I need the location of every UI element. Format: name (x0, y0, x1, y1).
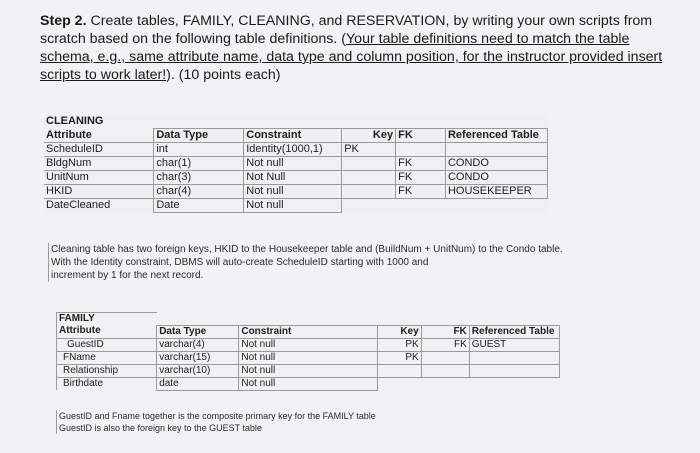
cell-constraint: Not null (239, 351, 377, 364)
cleaning-notes (48, 243, 661, 282)
cleaning-note-line: increment by 1 for the next record. (51, 270, 204, 281)
cell-referenced: GUEST (469, 338, 559, 351)
table-row (57, 377, 560, 390)
cell-attribute: HKID (44, 185, 154, 199)
cell-key (342, 185, 396, 199)
cleaning-note-line: With the Identity constraint, DBMS will auto-create ScheduleID starting with 1000 and (51, 257, 429, 268)
cell-fk (421, 364, 469, 377)
table-row (44, 199, 548, 213)
family-table (56, 312, 560, 391)
cell-referenced: HOUSEKEEPER (445, 185, 547, 199)
cell-key: PK (342, 143, 396, 157)
cell-datatype: char(4) (154, 185, 244, 199)
table-row (57, 351, 560, 364)
cell-key (342, 199, 396, 213)
cell-attribute: Birthdate (57, 377, 157, 390)
cell-constraint: Not null (244, 157, 342, 171)
instructions-paragraph (40, 12, 680, 84)
cell-constraint: Not null (239, 364, 377, 377)
cell-datatype: int (154, 143, 244, 157)
cleaning-title: CLEANING (46, 115, 104, 128)
cell-fk (396, 143, 446, 157)
cell-attribute: BldgNum (44, 157, 154, 171)
cell-attribute: FName (57, 351, 157, 364)
cell-datatype: varchar(10) (157, 364, 239, 377)
cell-key (342, 157, 396, 171)
cell-attribute: UnitNum (44, 171, 154, 185)
instructions-text: Create tables, FAMILY, CLEANING, and RESERVATION, by writing your own scripts from scratch based on the following table definitions. ( (40, 13, 653, 47)
cell-referenced: CONDO (445, 157, 547, 171)
cell-key: PK (377, 338, 421, 351)
cell-key (377, 364, 421, 377)
cleaning-header-constraint: Constraint (244, 129, 342, 143)
cell-fk: FK (396, 157, 446, 171)
cell-datatype: varchar(4) (157, 338, 239, 351)
cell-attribute: Relationship (57, 364, 157, 377)
cell-key (377, 377, 421, 390)
cell-fk (421, 351, 469, 364)
table-row (44, 143, 548, 157)
cell-referenced (469, 377, 559, 390)
cell-key: PK (377, 351, 421, 364)
family-header-fk: FK (421, 325, 469, 338)
cell-fk: FK (396, 185, 446, 199)
cell-constraint: Not null (244, 185, 342, 199)
cleaning-header-attribute: Attribute (46, 128, 92, 141)
family-header-attribute: Attribute (57, 325, 157, 338)
cell-referenced (469, 351, 559, 364)
cell-datatype: varchar(15) (157, 351, 239, 364)
step-label: Step 2. (40, 13, 87, 29)
cell-attribute: DateCleaned (44, 199, 154, 213)
cell-constraint: Not null (244, 199, 342, 213)
table-row (57, 338, 560, 351)
cleaning-header-key: Key (342, 129, 396, 143)
cell-attribute: GuestID (57, 338, 157, 351)
cell-fk: FK (396, 171, 446, 185)
family-title: FAMILY (57, 313, 157, 326)
cell-attribute: ScheduleID (44, 143, 154, 157)
cleaning-header-referenced: Referenced Table (445, 129, 547, 143)
family-note-line: GuestID is also the foreign key to the GUEST table (59, 423, 262, 433)
cell-datatype: char(1) (154, 157, 244, 171)
family-header-constraint: Constraint (239, 325, 377, 338)
cell-constraint: Not null (239, 377, 377, 390)
cell-datatype: Date (154, 199, 244, 213)
table-row (44, 171, 548, 185)
cell-fk: FK (421, 338, 469, 351)
cell-constraint: Identity(1000,1) (244, 143, 342, 157)
family-notes (56, 410, 479, 434)
table-row (44, 185, 548, 199)
table-row (44, 157, 548, 171)
instructions-underlined: Your table definitions need to match the table schema, e.g., same attribute name, data type and column position, for the instructor provided insert scripts to work later! (40, 31, 663, 83)
cell-referenced (469, 364, 559, 377)
family-note-line: GuestID and Fname together is the composite primary key for the FAMILY table (59, 411, 376, 421)
table-row (57, 364, 560, 377)
cell-constraint: Not Null (244, 171, 342, 185)
cell-constraint: Not null (239, 338, 377, 351)
cleaning-note-line: Cleaning table has two foreign keys, HKID to the Housekeeper table and (BuildNum + UnitNum) to the Condo table. (51, 244, 563, 255)
cell-datatype: char(3) (154, 171, 244, 185)
cell-referenced (445, 143, 547, 157)
cell-referenced: CONDO (445, 171, 547, 185)
cleaning-header-datatype: Data Type (154, 129, 244, 143)
cell-referenced (445, 199, 547, 213)
family-header-key: Key (377, 325, 421, 338)
cell-fk (421, 377, 469, 390)
cell-key (342, 171, 396, 185)
instructions-points: ). (10 points each) (166, 67, 281, 83)
cell-datatype: date (157, 377, 239, 390)
family-header-datatype: Data Type (157, 325, 239, 338)
family-header-referenced: Referenced Table (469, 325, 559, 338)
cleaning-header-fk: FK (396, 129, 446, 143)
cleaning-table (44, 115, 548, 213)
cell-fk (396, 199, 446, 213)
